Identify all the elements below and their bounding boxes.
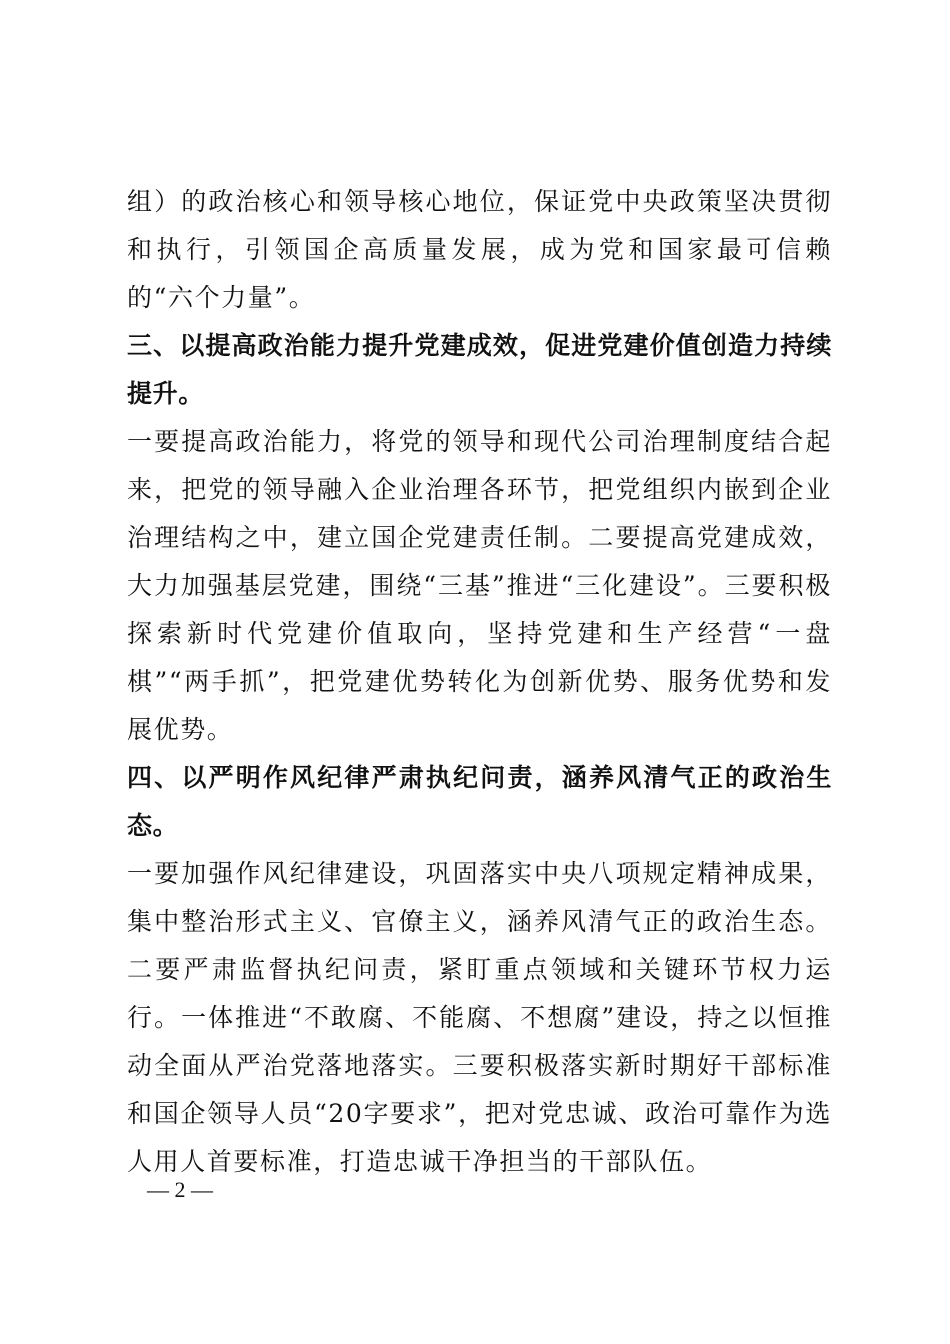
section-heading: 三、以提高政治能力提升党建成效，促进党建价值创造力持续提升。 bbox=[127, 331, 832, 408]
page-number: — 2 — bbox=[147, 1177, 213, 1202]
body-paragraph: 组）的政治核心和领导核心地位，保证党中央政策坚决贯彻和执行，引领国企高质量发展，成为党和国家最可信赖的“六个力量”。 bbox=[127, 187, 832, 312]
document-body bbox=[127, 178, 832, 1186]
section-heading: 四、以严明作风纪律严肃执纪问责，涵养风清气正的政治生态。 bbox=[127, 763, 832, 840]
body-paragraph: 一要提高政治能力，将党的领导和现代公司治理制度结合起来，把党的领导融入企业治理各环节，把党组织内嵌到企业治理结构之中，建立国企党建责任制。二要提高党建成效，大力加强基层党建，围绕“三基”推进“三化建设”。三要积极探索新时代党建价值取向，坚持党建和生产经营“一盘棋”“两手抓”，把党建优势转化为创新优势、服务优势和发展优势。 bbox=[127, 427, 832, 744]
body-paragraph: 一要加强作风纪律建设，巩固落实中央八项规定精神成果，集中整治形式主义、官僚主义，涵养风清气正的政治生态。二要严肃监督执纪问责，紧盯重点领域和关键环节权力运行。一体推进“不敢腐、不能腐、不想腐”建设，持之以恒推动全面从严治党落地落实。三要积极落实新时期好干部标准和国企领导人员“20字要求”，把对党忠诚、政治可靠作为选人用人首要标准，打造忠诚干净担当的干部队伍。 bbox=[127, 859, 832, 1176]
